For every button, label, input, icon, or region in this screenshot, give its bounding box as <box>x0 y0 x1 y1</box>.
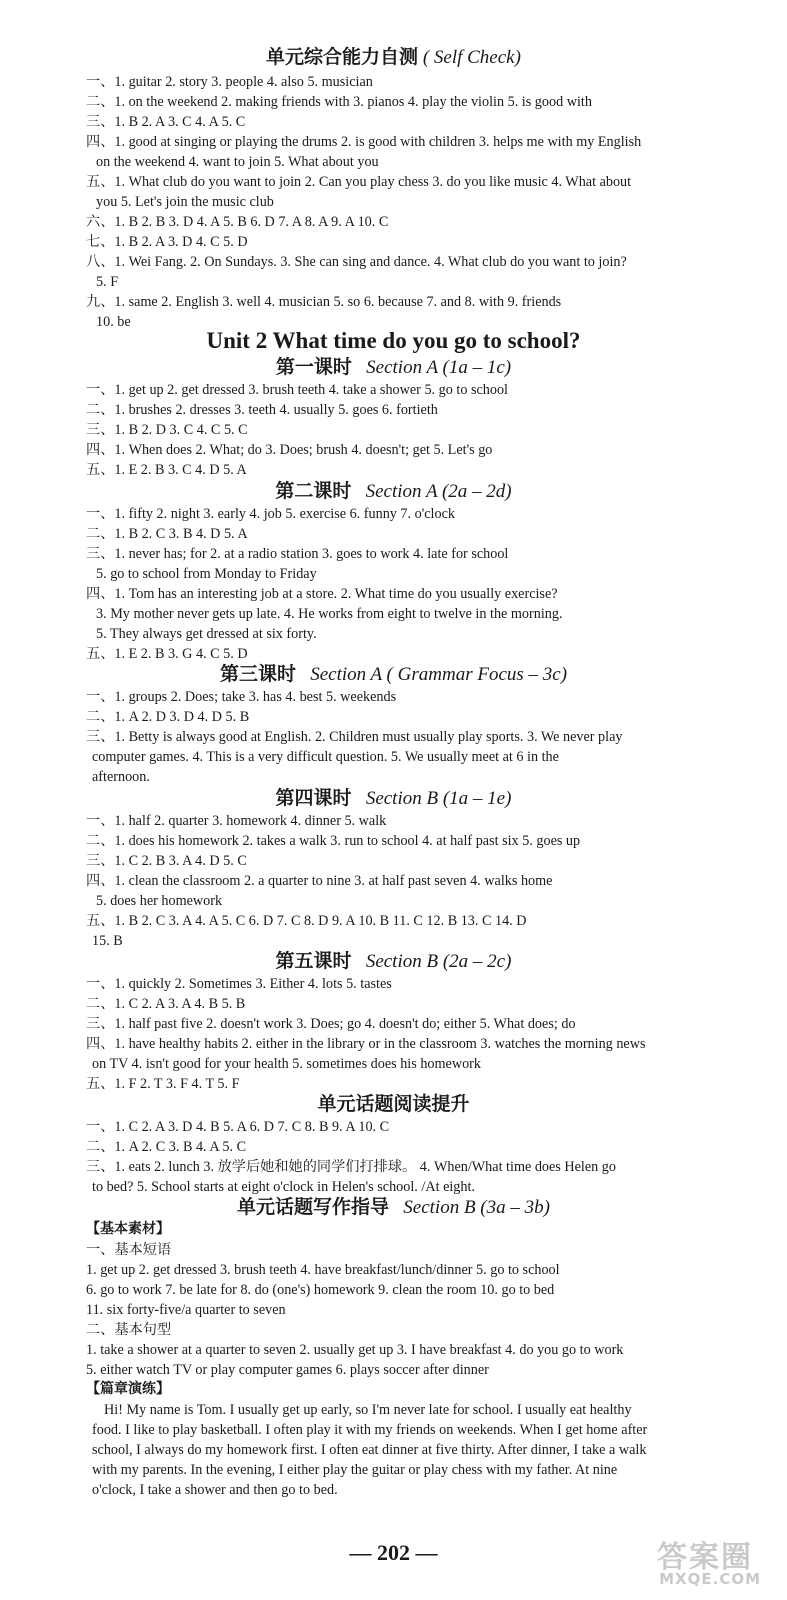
essay-line: with my parents. In the evening, I either play the guitar or play chess with my father. At nine <box>92 1462 618 1478</box>
answer-line: 二、1. A 2. D 3. D 4. D 5. B <box>86 709 250 725</box>
lesson-5-section <box>0 950 787 1094</box>
reading-section <box>0 1093 787 1197</box>
writing-title-en: Section B (3a – 3b) <box>403 1197 550 1218</box>
phrase-line: 1. get up 2. get dressed 3. brush teeth 4. have breakfast/lunch/dinner 5. go to school <box>86 1262 560 1278</box>
watermark-cn: 答案圈 <box>657 1540 753 1575</box>
answer-line: 二、1. A 2. C 3. B 4. A 5. C <box>86 1139 247 1155</box>
answer-line: 一、1. C 2. A 3. D 4. B 5. A 6. D 7. C 8. B 9. A 10. C <box>86 1119 390 1135</box>
answer-line: to bed? 5. School starts at eight o'clock in Helen's school. /At eight. <box>92 1179 475 1195</box>
answer-line: 一、1. get up 2. get dressed 3. brush teeth 4. take a shower 5. go to school <box>86 382 508 398</box>
lesson-3-heading <box>0 663 787 687</box>
essay-line: school, I always do my homework first. I often eat dinner at five thirty. After dinner, I take a walk <box>92 1442 647 1458</box>
answer-line: computer games. 4. This is a very difficult question. 5. We usually meet at 6 in the <box>92 749 559 765</box>
answer-line: 七、1. B 2. A 3. D 4. C 5. D <box>86 234 248 250</box>
self-check-title-en: ( Self Check) <box>422 47 521 68</box>
answer-line: 一、1. fifty 2. night 3. early 4. job 5. exercise 6. funny 7. o'clock <box>86 506 455 522</box>
answer-line: 五、1. E 2. B 3. C 4. D 5. A <box>86 462 247 478</box>
answer-line: 一、1. half 2. quarter 3. homework 4. dinner 5. walk <box>86 813 387 829</box>
answer-line: 二、1. does his homework 2. takes a walk 3. run to school 4. at half past six 5. goes up <box>86 833 581 849</box>
answer-line: 四、1. good at singing or playing the drums 2. is good with children 3. helps me with my English <box>86 134 642 150</box>
sentences-label: 二、基本句型 <box>86 1322 172 1338</box>
phrases-label: 一、基本短语 <box>86 1242 172 1258</box>
answer-line: 一、1. groups 2. Does; take 3. has 4. best 5. weekends <box>86 689 397 705</box>
answer-line: 四、1. Tom has an interesting job at a store. 2. What time do you usually exercise? <box>86 586 558 602</box>
lesson-1-title-en: Section A (1a – 1c) <box>366 357 512 378</box>
answer-line: on the weekend 4. want to join 5. What about you <box>96 154 379 170</box>
writing-heading <box>0 1196 787 1220</box>
lesson-1-title-cn: 第一课时 <box>275 357 352 378</box>
watermark-en: MXQE.COM <box>659 1570 761 1588</box>
answer-line: 二、1. B 2. C 3. B 4. D 5. A <box>86 526 248 542</box>
answer-line: 五、1. What club do you want to join 2. Can you play chess 3. do you like music 4. What about <box>86 174 632 190</box>
answer-line: 一、1. quickly 2. Sometimes 3. Either 4. lots 5. tastes <box>86 976 392 992</box>
lesson-5-heading <box>0 950 787 974</box>
lesson-2-title-cn: 第二课时 <box>275 481 352 502</box>
lesson-2-section <box>0 480 787 664</box>
answer-line: 五、1. E 2. B 3. G 4. C 5. D <box>86 646 248 662</box>
lesson-2-heading <box>0 480 787 504</box>
answer-line: 三、1. never has; for 2. at a radio station 3. goes to work 4. late for school <box>86 546 509 562</box>
lesson-5-title-cn: 第五课时 <box>275 951 352 972</box>
answer-line: 三、1. B 2. A 3. C 4. A 5. C <box>86 114 246 130</box>
essay-line: food. I like to play basketball. I often play it with my friends on weekends. When I get home after <box>92 1422 648 1438</box>
phrase-line: 11. six forty-five/a quarter to seven <box>86 1302 286 1318</box>
self-check-title-cn: 单元综合能力自测 <box>266 47 419 68</box>
answer-line: 六、1. B 2. B 3. D 4. A 5. B 6. D 7. A 8. A 9. A 10. C <box>86 214 389 230</box>
answer-line: 二、1. on the weekend 2. making friends with 3. pianos 4. play the violin 5. is good with <box>86 94 592 110</box>
page-number: — 202 — <box>349 1540 438 1565</box>
self-check-section <box>0 46 787 332</box>
lesson-4-title-cn: 第四课时 <box>275 788 352 809</box>
site-watermark <box>633 1532 773 1590</box>
answer-line: 10. be <box>96 314 131 330</box>
unit-title: Unit 2 What time do you go to school? <box>206 328 581 353</box>
answer-line: 五、1. F 2. T 3. F 4. T 5. F <box>86 1076 240 1092</box>
reading-heading: 单元话题阅读提升 <box>317 1094 470 1115</box>
answer-line: 五、1. B 2. C 3. A 4. A 5. C 6. D 7. C 8. D 9. A 10. B 11. C 12. B 13. C 14. D <box>86 913 527 929</box>
answer-line: 四、1. clean the classroom 2. a quarter to nine 3. at half past seven 4. walks home <box>86 873 553 889</box>
practice-tag: 【篇章演练】 <box>86 1382 170 1397</box>
answer-line: 5. They always get dressed at six forty. <box>96 626 317 642</box>
lesson-1-section <box>0 356 787 480</box>
answer-line: 5. go to school from Monday to Friday <box>96 566 317 582</box>
essay-line: Hi! My name is Tom. I usually get up early, so I'm never late for school. I usually eat healthy <box>104 1402 632 1418</box>
answer-line: 三、1. Betty is always good at English. 2. Children must usually play sports. 3. We never play <box>86 729 623 745</box>
lesson-3-title-cn: 第三课时 <box>219 664 296 685</box>
answer-line: 九、1. same 2. English 3. well 4. musician 5. so 6. because 7. and 8. with 9. friends <box>86 294 562 310</box>
answer-line: 二、1. brushes 2. dresses 3. teeth 4. usually 5. goes 6. fortieth <box>86 402 438 418</box>
answer-line: 四、1. When does 2. What; do 3. Does; brush 4. doesn't; get 5. Let's go <box>86 442 493 458</box>
lesson-2-title-en: Section A (2a – 2d) <box>365 481 512 502</box>
lesson-4-heading <box>0 787 787 811</box>
answer-line: 一、1. guitar 2. story 3. people 4. also 5. musician <box>86 74 373 90</box>
self-check-heading <box>0 46 787 70</box>
writing-section <box>0 1196 787 1500</box>
answer-line: 三、1. half past five 2. doesn't work 3. Does; go 4. doesn't do; either 5. What does; do <box>86 1016 576 1032</box>
answer-line: you 5. Let's join the music club <box>96 194 274 210</box>
answer-line: 三、1. B 2. D 3. C 4. C 5. C <box>86 422 248 438</box>
lesson-4-section <box>0 787 787 951</box>
answer-line: 5. F <box>96 274 119 290</box>
answer-line: on TV 4. isn't good for your health 5. sometimes does his homework <box>92 1056 481 1072</box>
writing-title-cn: 单元话题写作指导 <box>237 1197 390 1218</box>
answer-line: 15. B <box>92 933 123 949</box>
lesson-5-title-en: Section B (2a – 2c) <box>365 951 512 972</box>
answer-line: 三、1. C 2. B 3. A 4. D 5. C <box>86 853 247 869</box>
answer-line: 5. does her homework <box>96 893 223 909</box>
phrase-line: 6. go to work 7. be late for 8. do (one's) homework 9. clean the room 10. go to bed <box>86 1282 555 1298</box>
lesson-4-title-en: Section B (1a – 1e) <box>365 788 512 809</box>
lesson-1-heading <box>0 356 787 380</box>
answer-line: 八、1. Wei Fang. 2. On Sundays. 3. She can sing and dance. 4. What club do you want to join? <box>86 254 627 270</box>
basic-material-tag: 【基本素材】 <box>86 1222 170 1237</box>
essay-line: o'clock, I take a shower and then go to bed. <box>92 1482 338 1498</box>
lesson-3-title-en: Section A ( Grammar Focus – 3c) <box>310 664 568 685</box>
answer-line: 二、1. C 2. A 3. A 4. B 5. B <box>86 996 246 1012</box>
sentence-line: 1. take a shower at a quarter to seven 2. usually get up 3. I have breakfast 4. do you go to work <box>86 1342 624 1358</box>
answer-line: 四、1. have healthy habits 2. either in the library or in the classroom 3. watches the morning news <box>86 1036 646 1052</box>
answer-line: afternoon. <box>92 769 150 785</box>
answer-line: 三、1. eats 2. lunch 3. 放学后她和她的同学们打排球。 4. When/What time does Helen go <box>86 1159 616 1175</box>
lesson-3-section <box>0 663 787 787</box>
sentence-line: 5. either watch TV or play computer games 6. plays soccer after dinner <box>86 1362 489 1378</box>
answer-line: 3. My mother never gets up late. 4. He works from eight to twelve in the morning. <box>96 606 563 622</box>
